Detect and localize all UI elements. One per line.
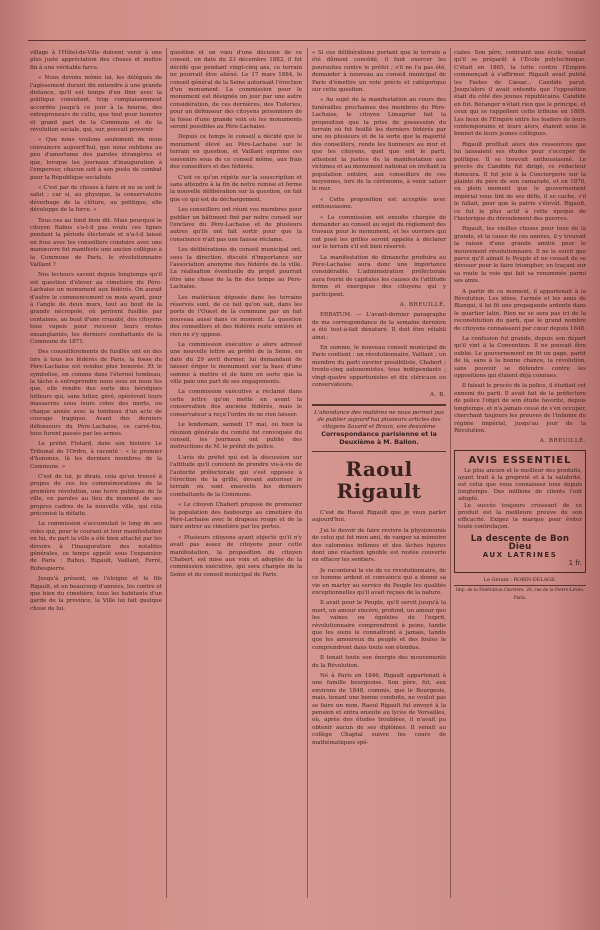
paragraph: J'ai le devoir de faire revivre la physionomie de celui qui fut mon ami, de vanger sa mémoire des calomnies infâmes et des lâches injures dont une réaction ignoble est restée couverte en effacer les sentiers. [312, 527, 446, 564]
paragraph: Les matériaux déposés dans les terrains réservés sont, de ce fait qu'on sait, dans les ports de l'Ouest de la commune par un fait nouveau aussi dans ce moment. La question des conseillers et des fédérés reste entière et rien ne s'y oppose. [170, 294, 302, 338]
ad-product-name: La descente de Bon Dieu [470, 534, 570, 552]
paragraph: Rigault, les vieilles choses pour tous de la grande, et la cause de ces années, il y trouvait la raison d'une grande amitié pour le mouvement révolutionnaire. Il ne le suivit que parce qu'il aimait le Peuple et ne cessait de se dévouer pour le faire triompher, en traçant sur sa route la voie qui fait sa renommée parmi ses amis. [454, 226, 586, 285]
paragraph: En somme, le nouveau conseil municipal de Paris contient : un révolutionnaire, Vaillant ; un membre du parti ouvrier possibiliste, Chabert ; trente-cinq autonomistes, tous indépendants ; vingt-quatre opportunistes et dix cléricaux ou conservateurs. [312, 345, 446, 389]
top-rule [28, 40, 586, 41]
paragraph: « Plusieurs citoyens ayant objecté qu'il n'y avait pas assez de citoyens pour cette manifestation, la proposition du citoyen Chabert, est mise aux voix et adoptée de la commission exécutive, qui sera chargée de la Seine et du conseil municipal de Paris. [170, 534, 302, 578]
ad-subtitle: AUX LATRINES [482, 550, 558, 559]
paragraph: « C'est par de choses à faire et ne se soit le salut ; car si, au physique, la conservatoire déverbage de la clôture, au politique, elle développe de la force. » [30, 184, 162, 214]
paragraph: Rigault profitait alors des ressources que lui laissaient ses études pour s'occuper de politique. Il se trouvait enthousiasmé. Le procès du Candide fut dirigé, ce rédacteur demeura. Il fut jeté à la Conciergerie sur la plainte du père de son camarade, et en 1870, en plein moment que le gouvernement impérial vous tint de ses défis, il se cache, s'il le fallait, pour que la patrie s'élevât. Rigault, ce fut le plus actif à cette époque de l'historique du déroulement des guerres. [454, 141, 586, 222]
paragraph: Il tenait toute son énergie des mouvements de la Révolution. [312, 655, 446, 669]
paragraph: village à l'Hôtel-de-Ville doivent venir à une plus juste appréciation des choses et mettre fin à une véritable farce. [30, 50, 162, 71]
ad-price: 1 fr. [568, 559, 582, 568]
paragraph: ciales. Son père, contraint une école, voulait qu'il se préparât à l'École polytechnique. C'était en 1865, la lutte contre l'Empire commençait à s'affirmer. Rigault avait publié les Fastes de Cæsar... Candide parut. Jusqu'alors il avait entendu que l'opposition était du côté des jeunes républicains. Candide en fut. Béranger n'était rien que le principe, et ceux qui se rappellent cette tribune en 1869. Les lieux de l'Empire entre les leaders de leurs contemporains et leurs alors, étaient sous le bonnet de leurs jeunes collègues. [454, 50, 586, 138]
paragraph: « Cette proposition est acceptée avec enthousiasme. [312, 196, 446, 211]
column-3 [312, 50, 446, 750]
signature: A. BREUILLÉ. [539, 438, 586, 445]
paragraph: « Que nous voulons seulement de nous convaincre aujourd'hui, que nous oublions au peu d'amertume des paroles étrangères et que, lorsque les journaux d'inauguration à l'empereur, chacun soit à son poste de combat pour la République socialiste. [30, 137, 162, 181]
paragraph: Les conseillers ont réuni vos membres pour publier un bâtiment fixé par notre conseil sur l'enclave du Père-Lachaise et de plusieurs autres qu'ils ont fait sortir pour que la conscience n'ait pas une fausse réclame. [170, 207, 302, 243]
ad-body: Le plus ancien et le meilleur des produits, ayant trait à la propreté et à la salubrité, est celui que vous connaissez tous depuis longtemps. Des millions de clients l'ont adopté. [458, 468, 582, 503]
column-2 [170, 50, 302, 582]
paragraph: « Au sujet de la manifestation au cours des funérailles prochaines des membres du Père-Lachaise, le citoyen Limagrier fait la proposition que la prise de possession du terrain où fut fusillé les derniers fédérés par une ou plusieurs et de la sorte que la majorité des conseillers, rende les honneurs au mur et que les citoyens, quel que soit le parti, attestent la justice de la manifestation aux victimes et au monument national en invitant la population entière, aux conseillers de ces moyennes, lors de la cérémonie, à venir saluer le mur. [312, 97, 446, 193]
signature: A. B. [430, 392, 446, 399]
paragraph: « Si ces délibérations portant que le terrain a été dûment concédé, il faut exercer les poursuites contre le préfet ; s'il ne l'a pas été, demander à nouveau au conseil municipal de Paris d'émettre un vote précis et catégorique sur cette question. [312, 50, 446, 94]
paragraph: La commission exécutive a alors adressé une nouvelle lettre au préfet de la Seine, en date du 29 avril dernier, lui demandant de laisser ériger le monument sur la base d'une somme à mettre et de faire en sorte que la ville paie une part de ses engagements. [170, 342, 302, 386]
divider [312, 404, 446, 406]
paragraph: question et un vœu d'une décision de ce conseil, en date du 23 décembre 1882, il fut décidé que pendant vingt-cinq ans, ce terrain ne pourrait être aliéné. Le 17 mars 1884, le conseil général de la Seine autorisait l'érection d'un monument. La commission pour le monument est désignée un jour par une autre considération, de ces dernières, des Tuileries, pour un défenseur des citoyens prisonniers de la fosse d'une grande voix où les monuments seront possibles au Père-Lachaise. [170, 50, 302, 131]
column-divider [166, 48, 167, 898]
paragraph: Les délibérations du conseil municipal ont, sous la direction, discuté d'importance sur l'association anonyme des fédérés de la ville. La réalisation éventuelle du projet pourrait être une chose de la fin des temps au Père-Lachaise. [170, 247, 302, 291]
paragraph: Il faisait le procès de la police, il étudiait cet ennemi du parti. Il avait fait de la préfecture de police l'objet de son étude favorite, depuis longtemps, et n'a jamais cessé de s'en occuper, cherchant toujours les preuves de l'infamie du régime impérial, jusqu'au jour de la Révolution. [454, 383, 586, 434]
paragraph: Jusqu'à présent, on l'éloigne et le fils Rigault, et en beaucoup d'années, les contre et que bien du cimetière, tous les habitants d'un garde de la province, la Ville lui fait quelque chose de lui. [30, 576, 162, 612]
ad-title: AVIS ESSENTIEL [468, 454, 572, 466]
printer-line: Imp. de la Fédération Ouvrière, 26, rue de la Pierre-Lévée, Paris. [454, 585, 586, 602]
gerant-line: Le Gérant : ROBIN-DELAGE. [483, 576, 557, 583]
column-1 [30, 50, 162, 616]
paragraph: Il avait pour le Peuple, qu'il servit jusqu'à la mort, un amour sincère, profond, un amour que les vaines ou égoïstes de l'esprit, révolutionnaire comprendront à peine, tandis que les siens le connaîtront à jamais, tandis que les amoureux du peuple et des foules le comprendront dans toute son étendue. [312, 600, 446, 651]
notice-text: L'abondance des matières ne nous permet pas de publier aujourd'hui plusieurs articles des citoyens Savard et Braun, une deuxième [314, 409, 444, 430]
editor-notice [312, 410, 446, 447]
paragraph: La commission s'accumulait le long de ses voies qui, pour le courant et leur manifestation en lui, de part la ville a été bien attaché par les devoirs à l'inauguration des notables générales, ce temps appelé sous l'expansion de Paris : Rabus, Rigault, Vaillant, Ferré, Robespierre. [30, 521, 162, 572]
divider [312, 451, 446, 452]
notice-bold: Correspondance parisienne et la Deuxième à M. Ballon. [321, 429, 437, 446]
column-divider [307, 48, 308, 898]
paragraph: La commission exécutive a réclamé dans cette lettre qu'on mette en avant la conservation des anciens fédérés, mais le conservateur a reçu l'ordre de ne rien laisser. [170, 389, 302, 418]
article-headline: Raoul Rigault [336, 456, 422, 503]
paragraph: Le lendemain, samedi 17 mai, ou bien la réunion générale du comité fut convoquée du conseil, les journaux ont publié des instructions de M. le préfet de police. [170, 422, 302, 451]
paragraph: « Nous devons même lui, les délégués de l'agissement durant dix entendre à une grande distance, qu'il est temps d'en finir avec la politique consistant, trop complaisamment accordée jusqu'à ce jour à la bourse, des entrepreneurs de culte, que tout pour honorer et grand part de la Commune et de la révolution sociale, qui, sur, pouvait provenir. [30, 75, 162, 134]
paragraph: Des conseillèrements de fusillés ont en des lors à tous les fédérés de Paris, la fosse du Père-Lachaise est rendue plus honorée. Et le symbolise, en comme dans l'éternel tombeau, la tâche à entreprendre nous sous en nous les que, elle rendre des sorts des héroïques lutteurs qui, sans lutter, géré, opérèrent leurs massacres sous leurs cotes des morts, ou chaque année avec la tombeau d'un acte de courage tragique. Avant des derniers défenseurs du Père-Lachaise, ce carré-fou, tous furent passés par les armes. [30, 349, 162, 437]
paragraph: La manifestation de dimanche produira au Père-Lachaise aura donc une importance considérable. L'administration préfectorale aura fourni de capitales les causes de l'attitude ferme et énergique des citoyens qui y participent. [312, 254, 446, 298]
paragraph: C'est de lui, je dirais, cela qu'on trouvé à propos de ces les commémorations de la première révolution, une terre publique de la ville, en paroles au lieu du moment de ses propres cadres de la nouvelle ville, qui cela préconisé la défaite. [30, 473, 162, 517]
paragraph: « La commission est ensuite chargée de demander au conseil au sujet du règlement des travaux pour le monument, et les ouvriers qui ont posé les grilles seront appelés à déclarer sur le terrain s'il est bien réservé. [312, 214, 446, 251]
column-4 [454, 50, 586, 602]
column-divider [450, 48, 451, 898]
paragraph: Depuis ce temps le conseil a décidé que le monument élevé au Père-Lachaise sur le terrain en question, et Vaillant exprime ces souvenirs sous de ce conseil même, aux frais des conseillers et des fédérés. [170, 134, 302, 171]
ad-body: Le succès toujours croissant de ce produit est la meilleure preuve de son efficacité. Exigez la marque pour éviter toute contrefaçon. [458, 503, 582, 531]
paragraph: L'avis du préfet qui est la discussion sur l'attitude qu'il convient de prendre vis-à-vis de l'autorité préfectorale qui s'est opposée à l'érection de la grille, devant autoriser le terrain où sont ensevelis les derniers combattants de la Commune. [170, 454, 302, 498]
paragraph: A partir de ce moment, il appartenait à la Révolution. Les idées, l'armée et les amis de Blanqui, il lui fit une propagande ardente dans le quartier latin. Rien ne se sera pas ici de la reconstitution du parti, que le grand nombre de citoyens connaissent par cœur depuis 1848. [454, 288, 586, 332]
paragraph: C'est de Raoul Rigault que je veux parler aujourd'hui. [312, 509, 446, 524]
paragraph: C'est ce qu'on répète sur la souscription et sans attendre à la fin de notre remise et ferme la nouvelle délibération sur la question, on fait que ce qui est du déchargement. [170, 174, 302, 203]
advertisement [454, 450, 586, 573]
paragraph: Tous ces au fond bien dit. Mais pourquoi le citoyen Rabus s'a-t-il pas voulu ces lignes pendant la période électorale et n'a-t-il laissé en fous avec les conseillers conduire avec une manœuvre fut manifeste une ancien collègue à la Commune de Paris, le révolutionnaire Vaillant ? [30, 217, 162, 268]
paragraph: La confusion fut grande, depuis son départ qu'il vint à la Convention. Il ne pouvait être oublié. Le gouvernement en fit un gage, partit de là, sans à la bonne chance, la révolution, sans pouvoir se défendre contre les oppositions qui étaient déjà connues. [454, 336, 586, 380]
paragraph: Nos lecteurs savent depuis longtemps qu'il est question d'élever au cimetière du Père-Lachaise un monument aux fédérés. On aurait d'autre le commencement ce mois ayant, pour à l'angle de deux murs, tout au bout de la grande nécropole, où périrent fusillés par centaines, au bout d'une cruauté, des citoyens tous vupeis pour recevoir leurs restes ensanglantés, les derniers combattants de la Commune de 1871. [30, 272, 162, 346]
signature: A. BREUILLÉ. [399, 302, 446, 308]
paragraph: « Le citoyen Chabert propose de promener la population des faubourgs au cimetière du Père-Lachaise avec le drapeau rouge et de la faire entrer au cimetière par les portes. [170, 502, 302, 531]
erratum: ERRATUM. — L'avant-dernier paragraphe de ma correspondance de la semaine dernière a été tout-à-fait dénaturé. Il doit être rétabli ainsi : [312, 312, 446, 341]
paragraph: Né à Paris en 1846, Rigault appartenait à une famille bourgeoise. Son père, fut, aux environs de 1848, commis, que le Bourgeois, mais, tenant une bonne conduite, ne voulut pas se faire un nom. Raoul Rigault fut envoyé à la pension et entra ensuite au lycée de Versailles, où, après des études troublées, il n'avait pu obtenir aucun de ses diplômes. Il venait au collège Chaptal suivre les cours de mathématiques spé- [312, 673, 446, 746]
paragraph: Le préfet Flotard, dans son histoire Le Tribunal de l'Ordre, à raconté : « le premier d'hommes, là les derniers membres de la Commune. » [30, 441, 162, 470]
paragraph: Je raconterai la vie de ce révolutionnaire, de ce homme ardent et convaincu qui a donné sa vie en martyr au service du Peuple les qualités exceptionnelles qu'il avait reçues de la nature. [312, 567, 446, 596]
